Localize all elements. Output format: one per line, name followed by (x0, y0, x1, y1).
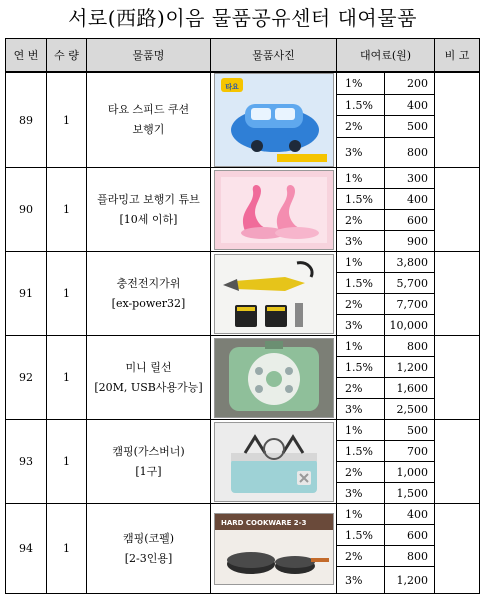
rate-fee: 200 (385, 72, 435, 94)
item-no: 94 (6, 504, 47, 594)
rate-pct: 3% (337, 315, 385, 336)
mini-cord-reel-image (214, 338, 334, 418)
rate-pct: 1.5% (337, 441, 385, 462)
header-note: 비 고 (435, 39, 480, 73)
rate-fee: 300 (385, 168, 435, 189)
rate-pct: 2% (337, 378, 385, 399)
rate-fee: 400 (385, 94, 435, 116)
rate-pct: 1.5% (337, 189, 385, 210)
rate-pct: 1.5% (337, 357, 385, 378)
rate-pct: 1% (337, 168, 385, 189)
item-photo (211, 168, 337, 252)
item-photo (211, 72, 337, 168)
rate-pct: 3% (337, 138, 385, 168)
table-row (6, 420, 480, 441)
item-qty: 1 (47, 252, 87, 336)
page-title: 서로(西路)이음 물품공유센터 대여물품 (68, 6, 417, 30)
table-row (6, 72, 480, 94)
rate-fee: 3,800 (385, 252, 435, 273)
header-fee: 대여료(원) (337, 39, 435, 73)
rate-fee: 10,000 (385, 315, 435, 336)
item-photo (211, 504, 337, 594)
item-name: 캠핑(코펠) [2-3인용] (87, 504, 211, 594)
rate-pct: 3% (337, 231, 385, 252)
item-name: 충전전지가위 [ex-power32] (87, 252, 211, 336)
rate-pct: 1.5% (337, 94, 385, 116)
table-row (6, 252, 480, 273)
table-row (6, 504, 480, 525)
rate-fee: 900 (385, 231, 435, 252)
item-no: 90 (6, 168, 47, 252)
item-note (435, 504, 480, 594)
item-note (435, 420, 480, 504)
rate-fee: 1,000 (385, 462, 435, 483)
item-photo (211, 336, 337, 420)
item-name: 미니 릴선 [20M, USB사용가능] (87, 336, 211, 420)
item-note (435, 252, 480, 336)
rate-pct: 3% (337, 483, 385, 504)
tayo-logo-text: 타요 (224, 83, 239, 91)
item-note (435, 168, 480, 252)
header-name: 물품명 (87, 39, 211, 73)
rate-pct: 1% (337, 420, 385, 441)
item-name: 플라밍고 보행기 튜브 [10세 이하] (87, 168, 211, 252)
camping-gas-burner-image (214, 422, 334, 502)
rate-pct: 2% (337, 116, 385, 138)
rate-pct: 2% (337, 546, 385, 567)
camping-cookware-set-image (214, 513, 334, 585)
item-name: 타요 스피드 쿠션 보행기 (87, 72, 211, 168)
rate-fee: 800 (385, 336, 435, 357)
tayo-bus-walker-box-image (214, 73, 334, 167)
item-no: 92 (6, 336, 47, 420)
item-qty: 1 (47, 168, 87, 252)
item-photo (211, 252, 337, 336)
table-row (6, 168, 480, 189)
item-no: 93 (6, 420, 47, 504)
item-name: 캠핑(가스버너) [1구] (87, 420, 211, 504)
rate-fee: 700 (385, 441, 435, 462)
rate-pct: 3% (337, 399, 385, 420)
rate-fee: 1,200 (385, 567, 435, 594)
header-photo: 물품사진 (211, 39, 337, 73)
item-note (435, 72, 480, 168)
rate-fee: 500 (385, 116, 435, 138)
header-qty: 수 량 (47, 39, 87, 73)
rate-pct: 1% (337, 252, 385, 273)
rate-fee: 1,500 (385, 483, 435, 504)
rate-fee: 1,200 (385, 357, 435, 378)
rental-items-table (5, 38, 480, 594)
cordless-pruning-shears-image (214, 254, 334, 334)
rate-pct: 1.5% (337, 525, 385, 546)
item-qty: 1 (47, 504, 87, 594)
item-photo (211, 420, 337, 504)
rate-pct: 1% (337, 336, 385, 357)
item-qty: 1 (47, 72, 87, 168)
rate-pct: 2% (337, 294, 385, 315)
rate-fee: 500 (385, 420, 435, 441)
rate-fee: 800 (385, 138, 435, 168)
rate-pct: 2% (337, 462, 385, 483)
rate-fee: 5,700 (385, 273, 435, 294)
table-header-row (6, 39, 480, 73)
rate-fee: 400 (385, 504, 435, 525)
table-row (6, 336, 480, 357)
rate-pct: 2% (337, 210, 385, 231)
rate-pct: 3% (337, 567, 385, 594)
item-no: 89 (6, 72, 47, 168)
rate-fee: 600 (385, 210, 435, 231)
item-qty: 1 (47, 336, 87, 420)
cookware-box-label: HARD COOKWARE 2-3 (220, 518, 306, 527)
item-qty: 1 (47, 420, 87, 504)
rate-fee: 800 (385, 546, 435, 567)
rate-pct: 1.5% (337, 273, 385, 294)
rate-pct: 1% (337, 72, 385, 94)
rate-fee: 7,700 (385, 294, 435, 315)
header-no: 연 번 (6, 39, 47, 73)
rate-pct: 1% (337, 504, 385, 525)
item-no: 91 (6, 252, 47, 336)
rate-fee: 400 (385, 189, 435, 210)
flamingo-float-box-image (214, 170, 334, 250)
rate-fee: 600 (385, 525, 435, 546)
rate-fee: 1,600 (385, 378, 435, 399)
item-note (435, 336, 480, 420)
rate-fee: 2,500 (385, 399, 435, 420)
